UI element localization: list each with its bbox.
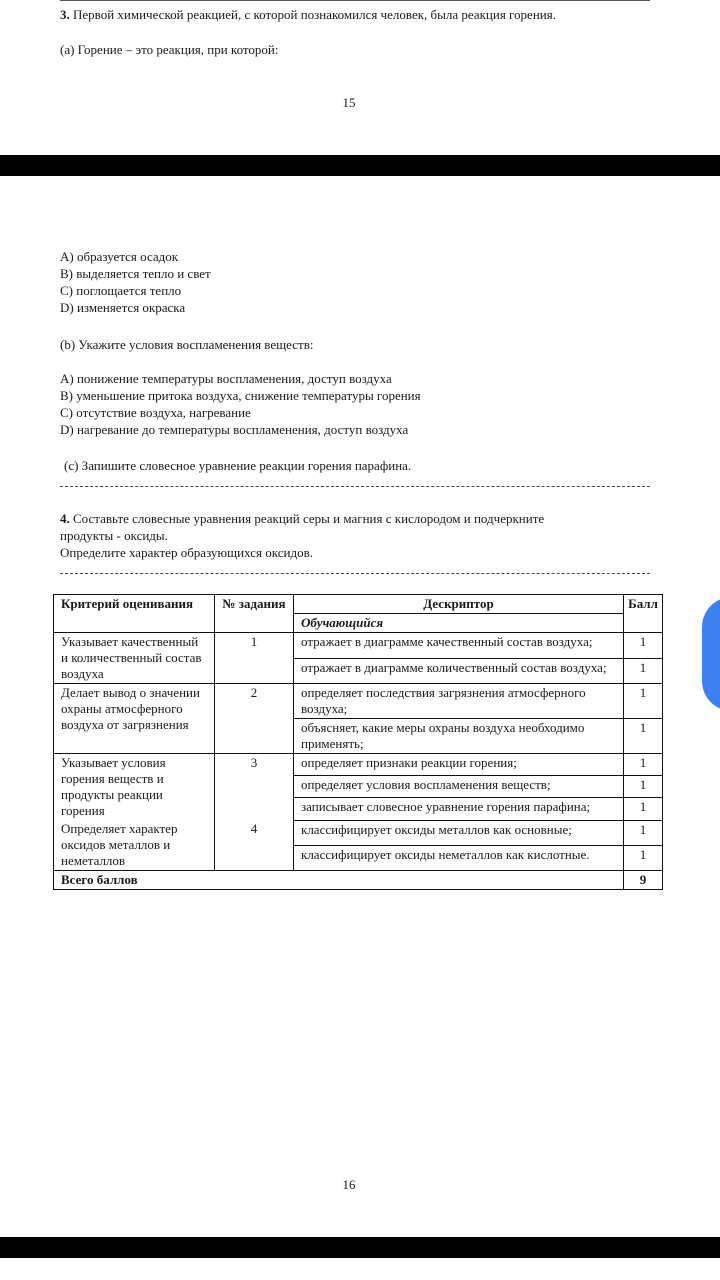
task3-intro (60, 6, 660, 23)
score-cell: 1 (624, 820, 663, 845)
descriptor-cell: классифицирует оксиды неметаллов как кислотные. (294, 845, 624, 870)
task3-part-a: (a) Горение – это реакция, при которой: (60, 42, 279, 57)
header-descriptor: Дескриптор (294, 595, 624, 614)
task4-number: 4. (60, 511, 70, 526)
criterion-cell: Делает вывод о значении охраны атмосферного воздуха от загрязнения (54, 684, 215, 754)
option-a-3: С) поглощается тепло (60, 283, 182, 298)
option-a-1: А) образуется осадок (60, 249, 179, 264)
table-row (54, 633, 663, 659)
option-b-2: В) уменьшение притока воздуха, снижение температуры горения (60, 388, 421, 403)
total-row (54, 871, 663, 890)
score-cell: 1 (624, 776, 663, 798)
assessment-table (53, 594, 663, 890)
header-score: Балл (624, 595, 663, 633)
total-score: 9 (624, 871, 663, 890)
task3-number: 3. (60, 7, 70, 22)
option-a-2: В) выделяется тепло и свет (60, 266, 211, 281)
descriptor-cell: отражает в диаграмме количественный состав воздуха; (294, 658, 624, 684)
score-cell: 1 (624, 658, 663, 684)
answer-line-c (60, 486, 650, 487)
score-cell: 1 (624, 798, 663, 820)
options-b-list (60, 370, 660, 438)
side-scroll-tab[interactable] (702, 597, 720, 711)
page-number-top: 15 (342, 95, 356, 110)
task3-part-c: (c) Запишите словесное уравнение реакции горения парафина. (64, 458, 412, 473)
score-cell: 1 (624, 719, 663, 754)
descriptor-cell: определяет условия воспламенения веществ; (294, 776, 624, 798)
table-row (54, 754, 663, 776)
answer-line-4 (60, 573, 650, 574)
table-header-row (54, 595, 663, 614)
descriptor-cell: объясняет, какие меры охраны воздуха необходимо применять; (294, 719, 624, 754)
criterion-cell: Определяет характер оксидов металлов и неметаллов (54, 820, 215, 871)
task4-line1: Составьте словесные уравнения реакций серы и магния с кислородом и подчеркните (73, 511, 545, 526)
descriptor-cell: определяет признаки реакции горения; (294, 754, 624, 776)
score-cell: 1 (624, 754, 663, 776)
task3-part-b: (b) Укажите условия воспламенения веществ: (60, 337, 314, 352)
descriptor-cell: классифицирует оксиды металлов как основные; (294, 820, 624, 845)
option-b-1: А) понижение температуры воспламенения, доступ воздуха (60, 371, 392, 386)
task-cell: 3 (215, 754, 294, 821)
header-criterion: Критерий оценивания (54, 595, 215, 633)
descriptor-cell: определяет последствия загрязнения атмосферного воздуха; (294, 684, 624, 719)
page-break-bar (0, 155, 720, 176)
header-task-no: № задания (215, 595, 294, 633)
total-label: Всего баллов (54, 871, 624, 890)
table-row (54, 820, 663, 845)
page-number-bottom: 16 (342, 1177, 356, 1192)
option-a-4: D) изменяется окраска (60, 300, 186, 315)
task-cell: 4 (215, 820, 294, 871)
score-cell: 1 (624, 633, 663, 659)
table-row (54, 684, 663, 719)
criterion-cell: Указывает условия горения веществ и продукты реакции горения (54, 754, 215, 821)
descriptor-cell: записывает словесное уравнение горения парафина; (294, 798, 624, 820)
task-cell: 1 (215, 633, 294, 684)
task3-intro-text: Первой химической реакцией, с которой познакомился человек, была реакция горения. (73, 7, 556, 22)
options-a-list (60, 248, 660, 316)
task-cell: 2 (215, 684, 294, 754)
task4-line2: продукты - оксиды. (60, 528, 168, 543)
option-b-3: С) отсутствие воздуха, нагревание (60, 405, 251, 420)
descriptor-cell: отражает в диаграмме качественный состав воздуха; (294, 633, 624, 659)
score-cell: 1 (624, 845, 663, 870)
task4-block (60, 510, 660, 561)
task4-line3: Определите характер образующихся оксидов. (60, 545, 313, 560)
option-b-4: D) нагревание до температуры воспламенения, доступ воздуха (60, 422, 409, 437)
top-rule (60, 0, 650, 1)
page-break-bar-bottom (0, 1237, 720, 1258)
score-cell: 1 (624, 684, 663, 719)
header-descriptor-sub: Обучающийся (294, 614, 624, 633)
criterion-cell: Указывает качественный и количественный состав воздуха (54, 633, 215, 684)
